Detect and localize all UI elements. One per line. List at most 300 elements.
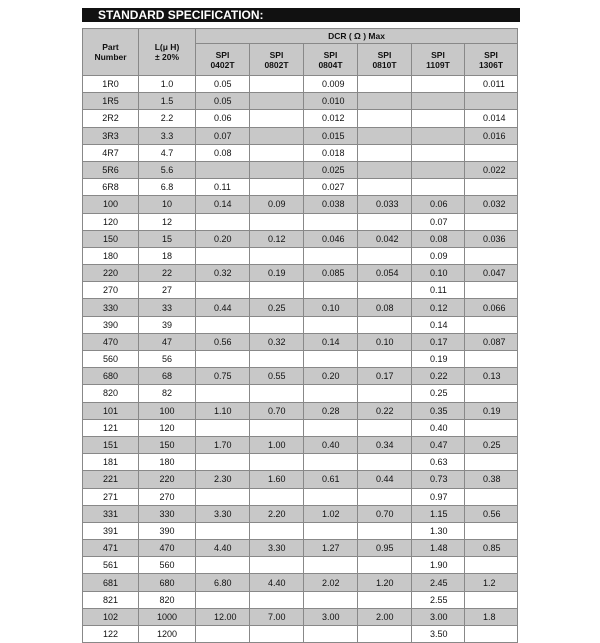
dcr-cell: 3.30: [196, 505, 250, 522]
dcr-cell: 0.32: [250, 333, 304, 350]
dcr-cell: 0.009: [304, 76, 358, 93]
dcr-cell: [465, 419, 518, 436]
dcr-cell: [250, 626, 304, 643]
dcr-cell: [358, 351, 412, 368]
dcr-cell: [412, 179, 465, 196]
part-number-cell: 120: [83, 213, 139, 230]
dcr-cell: 1.20: [358, 574, 412, 591]
dcr-cell: 0.05: [196, 76, 250, 93]
inductance-cell: 33: [139, 299, 196, 316]
part-number-cell: 220: [83, 265, 139, 282]
dcr-cell: [465, 316, 518, 333]
dcr-cell: [358, 522, 412, 539]
part-number-cell: 101: [83, 402, 139, 419]
dcr-cell: 0.06: [196, 110, 250, 127]
inductance-cell: 4.7: [139, 144, 196, 161]
section-title: STANDARD SPECIFICATION:: [82, 8, 520, 22]
part-number-cell: 151: [83, 436, 139, 453]
dcr-cell: 0.73: [412, 471, 465, 488]
dcr-cell: [304, 247, 358, 264]
dcr-cell: [196, 454, 250, 471]
dcr-cell: 1.30: [412, 522, 465, 539]
dcr-cell: 0.70: [358, 505, 412, 522]
dcr-cell: [412, 161, 465, 178]
inductance-cell: 5.6: [139, 161, 196, 178]
table-row: [83, 557, 518, 574]
dcr-cell: 6.80: [196, 574, 250, 591]
dcr-cell: [196, 419, 250, 436]
dcr-cell: 0.35: [412, 402, 465, 419]
table-row: [83, 127, 518, 144]
dcr-cell: 3.50: [412, 626, 465, 643]
dcr-cell: [465, 93, 518, 110]
dcr-cell: 1.27: [304, 540, 358, 557]
table-body: [83, 76, 518, 643]
part-number-cell: 102: [83, 608, 139, 625]
dcr-cell: 0.042: [358, 230, 412, 247]
dcr-cell: 0.14: [412, 316, 465, 333]
dcr-cell: 0.32: [196, 265, 250, 282]
dcr-cell: [465, 179, 518, 196]
dcr-cell: 0.09: [412, 247, 465, 264]
dcr-cell: [250, 179, 304, 196]
dcr-cell: [358, 93, 412, 110]
dcr-cell: 0.09: [250, 196, 304, 213]
dcr-cell: [304, 419, 358, 436]
table-row: [83, 247, 518, 264]
table-row: [83, 179, 518, 196]
dcr-cell: [196, 557, 250, 574]
dcr-cell: 0.10: [304, 299, 358, 316]
dcr-cell: [304, 213, 358, 230]
dcr-cell: [465, 522, 518, 539]
table-row: [83, 522, 518, 539]
dcr-cell: 0.06: [412, 196, 465, 213]
dcr-cell: 0.19: [465, 402, 518, 419]
dcr-cell: 0.14: [304, 333, 358, 350]
dcr-cell: 0.75: [196, 368, 250, 385]
dcr-cell: 0.07: [412, 213, 465, 230]
table-row: [83, 213, 518, 230]
dcr-cell: 1.00: [250, 436, 304, 453]
part-number-cell: 270: [83, 282, 139, 299]
dcr-cell: 0.022: [465, 161, 518, 178]
dcr-cell: 0.61: [304, 471, 358, 488]
dcr-cell: 0.11: [412, 282, 465, 299]
model-header: SPI 0810T: [358, 44, 412, 76]
spec-table: [82, 28, 518, 643]
dcr-cell: [196, 351, 250, 368]
dcr-cell: 1.48: [412, 540, 465, 557]
dcr-cell: 0.95: [358, 540, 412, 557]
dcr-cell: [358, 557, 412, 574]
part-number-cell: 821: [83, 591, 139, 608]
dcr-cell: 1.90: [412, 557, 465, 574]
dcr-cell: [358, 454, 412, 471]
part-number-cell: 471: [83, 540, 139, 557]
dcr-cell: 0.08: [196, 144, 250, 161]
inductance-cell: 39: [139, 316, 196, 333]
dcr-cell: [304, 557, 358, 574]
dcr-cell: 0.34: [358, 436, 412, 453]
dcr-cell: 2.45: [412, 574, 465, 591]
dcr-cell: [358, 213, 412, 230]
dcr-cell: 1.70: [196, 436, 250, 453]
part-number-cell: 330: [83, 299, 139, 316]
dcr-cell: [250, 93, 304, 110]
dcr-cell: [358, 282, 412, 299]
dcr-cell: 0.10: [358, 333, 412, 350]
dcr-cell: 0.22: [358, 402, 412, 419]
dcr-cell: 0.97: [412, 488, 465, 505]
part-number-cell: 122: [83, 626, 139, 643]
dcr-cell: 0.40: [412, 419, 465, 436]
part-number-cell: 820: [83, 385, 139, 402]
dcr-cell: 1.2: [465, 574, 518, 591]
dcr-cell: 0.018: [304, 144, 358, 161]
dcr-cell: [465, 626, 518, 643]
part-number-cell: 100: [83, 196, 139, 213]
dcr-cell: 0.08: [412, 230, 465, 247]
table-row: [83, 299, 518, 316]
inductance-cell: 82: [139, 385, 196, 402]
dcr-cell: [358, 419, 412, 436]
part-number-cell: 561: [83, 557, 139, 574]
dcr-cell: 0.70: [250, 402, 304, 419]
dcr-cell: [412, 110, 465, 127]
part-number-cell: 2R2: [83, 110, 139, 127]
part-number-cell: 391: [83, 522, 139, 539]
part-number-cell: 390: [83, 316, 139, 333]
part-number-cell: 181: [83, 454, 139, 471]
inductance-cell: 3.3: [139, 127, 196, 144]
dcr-cell: [250, 522, 304, 539]
dcr-cell: [250, 247, 304, 264]
dcr-cell: 2.55: [412, 591, 465, 608]
dcr-cell: 0.014: [465, 110, 518, 127]
part-number-cell: 1R0: [83, 76, 139, 93]
part-number-header: Part Number: [83, 29, 139, 76]
inductance-cell: 120: [139, 419, 196, 436]
inductance-cell: 27: [139, 282, 196, 299]
dcr-cell: [196, 161, 250, 178]
model-header: SPI 0804T: [304, 44, 358, 76]
dcr-cell: 0.038: [304, 196, 358, 213]
dcr-cell: [250, 488, 304, 505]
dcr-cell: [358, 316, 412, 333]
dcr-cell: [465, 213, 518, 230]
dcr-cell: 0.28: [304, 402, 358, 419]
table-row: [83, 196, 518, 213]
dcr-cell: [250, 213, 304, 230]
table-row: [83, 574, 518, 591]
part-number-cell: 470: [83, 333, 139, 350]
dcr-cell: 0.012: [304, 110, 358, 127]
inductance-cell: 330: [139, 505, 196, 522]
dcr-cell: 3.30: [250, 540, 304, 557]
table-row: [83, 385, 518, 402]
part-number-cell: 680: [83, 368, 139, 385]
dcr-cell: 12.00: [196, 608, 250, 625]
table-row: [83, 488, 518, 505]
part-number-cell: 150: [83, 230, 139, 247]
inductance-cell: 270: [139, 488, 196, 505]
dcr-cell: [196, 316, 250, 333]
dcr-cell: 0.07: [196, 127, 250, 144]
table-row: [83, 144, 518, 161]
inductance-cell: 22: [139, 265, 196, 282]
dcr-cell: 0.046: [304, 230, 358, 247]
inductance-cell: 10: [139, 196, 196, 213]
inductance-cell: 47: [139, 333, 196, 350]
dcr-cell: [250, 110, 304, 127]
dcr-cell: [304, 316, 358, 333]
dcr-cell: 0.11: [196, 179, 250, 196]
dcr-cell: 0.066: [465, 299, 518, 316]
dcr-group-header: DCR ( Ω ) Max: [196, 29, 518, 44]
dcr-cell: 2.20: [250, 505, 304, 522]
dcr-cell: 0.56: [196, 333, 250, 350]
dcr-cell: [358, 144, 412, 161]
dcr-cell: [358, 161, 412, 178]
dcr-cell: 0.027: [304, 179, 358, 196]
part-number-cell: 271: [83, 488, 139, 505]
table-row: [83, 333, 518, 350]
dcr-cell: [196, 522, 250, 539]
dcr-cell: 0.08: [358, 299, 412, 316]
part-number-cell: 5R6: [83, 161, 139, 178]
dcr-cell: 0.087: [465, 333, 518, 350]
model-header: SPI 1306T: [465, 44, 518, 76]
dcr-cell: [304, 351, 358, 368]
dcr-cell: [250, 316, 304, 333]
table-row: [83, 230, 518, 247]
dcr-cell: [250, 385, 304, 402]
dcr-cell: [358, 179, 412, 196]
dcr-cell: [304, 488, 358, 505]
dcr-cell: 0.85: [465, 540, 518, 557]
model-header: SPI 0402T: [196, 44, 250, 76]
dcr-cell: [465, 351, 518, 368]
dcr-cell: 0.44: [196, 299, 250, 316]
dcr-cell: 0.17: [412, 333, 465, 350]
inductance-cell: 12: [139, 213, 196, 230]
table-row: [83, 110, 518, 127]
table-row: [83, 368, 518, 385]
inductance-cell: 180: [139, 454, 196, 471]
dcr-cell: 0.20: [304, 368, 358, 385]
dcr-cell: [358, 110, 412, 127]
table-row: [83, 76, 518, 93]
inductance-cell: 6.8: [139, 179, 196, 196]
dcr-cell: [465, 144, 518, 161]
dcr-cell: [250, 282, 304, 299]
dcr-cell: [250, 144, 304, 161]
table-row: [83, 540, 518, 557]
dcr-cell: [412, 76, 465, 93]
table-row: [83, 161, 518, 178]
dcr-cell: 0.19: [250, 265, 304, 282]
inductance-cell: 1000: [139, 608, 196, 625]
dcr-cell: [412, 144, 465, 161]
dcr-cell: [304, 282, 358, 299]
dcr-cell: 0.40: [304, 436, 358, 453]
dcr-cell: [412, 127, 465, 144]
dcr-cell: [196, 282, 250, 299]
dcr-cell: [358, 76, 412, 93]
dcr-cell: [250, 76, 304, 93]
dcr-cell: 4.40: [250, 574, 304, 591]
dcr-cell: [304, 385, 358, 402]
dcr-cell: [465, 557, 518, 574]
inductance-cell: 100: [139, 402, 196, 419]
dcr-cell: 0.085: [304, 265, 358, 282]
table-row: [83, 471, 518, 488]
dcr-cell: [358, 626, 412, 643]
dcr-cell: [358, 385, 412, 402]
inductance-cell: 150: [139, 436, 196, 453]
dcr-cell: 0.010: [304, 93, 358, 110]
dcr-cell: 0.036: [465, 230, 518, 247]
dcr-cell: 1.8: [465, 608, 518, 625]
inductance-cell: 68: [139, 368, 196, 385]
inductance-cell: 1.0: [139, 76, 196, 93]
dcr-cell: [304, 626, 358, 643]
dcr-cell: 0.47: [412, 436, 465, 453]
dcr-cell: [412, 93, 465, 110]
dcr-cell: 2.02: [304, 574, 358, 591]
inductance-header: L(μ H) ± 20%: [139, 29, 196, 76]
dcr-cell: 0.13: [465, 368, 518, 385]
dcr-cell: [465, 282, 518, 299]
part-number-cell: 180: [83, 247, 139, 264]
table-row: [83, 626, 518, 643]
dcr-cell: 2.30: [196, 471, 250, 488]
dcr-cell: 0.38: [465, 471, 518, 488]
dcr-cell: [250, 557, 304, 574]
model-header: SPI 0802T: [250, 44, 304, 76]
table-row: [83, 93, 518, 110]
dcr-cell: 0.25: [412, 385, 465, 402]
part-number-cell: 6R8: [83, 179, 139, 196]
inductance-cell: 15: [139, 230, 196, 247]
table-row: [83, 402, 518, 419]
dcr-cell: 0.032: [465, 196, 518, 213]
part-number-cell: 121: [83, 419, 139, 436]
dcr-cell: 0.14: [196, 196, 250, 213]
dcr-cell: [465, 247, 518, 264]
dcr-cell: [250, 127, 304, 144]
table-row: [83, 436, 518, 453]
dcr-cell: [358, 488, 412, 505]
part-number-cell: 331: [83, 505, 139, 522]
dcr-cell: 1.10: [196, 402, 250, 419]
dcr-cell: [250, 351, 304, 368]
part-number-cell: 3R3: [83, 127, 139, 144]
part-number-cell: 1R5: [83, 93, 139, 110]
part-number-cell: 681: [83, 574, 139, 591]
dcr-cell: [358, 127, 412, 144]
inductance-cell: 680: [139, 574, 196, 591]
table-row: [83, 505, 518, 522]
dcr-cell: 0.12: [250, 230, 304, 247]
part-number-cell: 4R7: [83, 144, 139, 161]
dcr-cell: [465, 488, 518, 505]
dcr-cell: [250, 419, 304, 436]
dcr-cell: [196, 213, 250, 230]
dcr-cell: 0.25: [250, 299, 304, 316]
table-row: [83, 608, 518, 625]
table-row: [83, 454, 518, 471]
dcr-cell: 0.015: [304, 127, 358, 144]
dcr-cell: 0.12: [412, 299, 465, 316]
dcr-cell: 0.054: [358, 265, 412, 282]
dcr-cell: 0.033: [358, 196, 412, 213]
dcr-cell: 0.047: [465, 265, 518, 282]
part-number-cell: 221: [83, 471, 139, 488]
dcr-cell: [304, 522, 358, 539]
dcr-cell: 0.05: [196, 93, 250, 110]
dcr-cell: [465, 385, 518, 402]
dcr-cell: 0.016: [465, 127, 518, 144]
dcr-cell: 1.15: [412, 505, 465, 522]
inductance-cell: 220: [139, 471, 196, 488]
table-row: [83, 316, 518, 333]
dcr-cell: 1.60: [250, 471, 304, 488]
dcr-cell: 1.02: [304, 505, 358, 522]
dcr-cell: [358, 247, 412, 264]
dcr-cell: [250, 161, 304, 178]
dcr-cell: 4.40: [196, 540, 250, 557]
table-row: [83, 282, 518, 299]
inductance-cell: 2.2: [139, 110, 196, 127]
dcr-cell: [196, 626, 250, 643]
inductance-cell: 1.5: [139, 93, 196, 110]
dcr-cell: 0.10: [412, 265, 465, 282]
dcr-cell: 0.17: [358, 368, 412, 385]
dcr-cell: 0.20: [196, 230, 250, 247]
inductance-cell: 390: [139, 522, 196, 539]
dcr-cell: 0.011: [465, 76, 518, 93]
inductance-cell: 560: [139, 557, 196, 574]
table-row: [83, 351, 518, 368]
table-row: [83, 265, 518, 282]
dcr-cell: [196, 488, 250, 505]
part-number-cell: 560: [83, 351, 139, 368]
dcr-cell: 0.22: [412, 368, 465, 385]
dcr-cell: 3.00: [304, 608, 358, 625]
dcr-cell: 0.25: [465, 436, 518, 453]
dcr-cell: 0.44: [358, 471, 412, 488]
dcr-cell: [196, 247, 250, 264]
dcr-cell: [304, 454, 358, 471]
model-header: SPI 1109T: [412, 44, 465, 76]
dcr-cell: 7.00: [250, 608, 304, 625]
dcr-cell: 2.00: [358, 608, 412, 625]
dcr-cell: [196, 385, 250, 402]
table-row: [83, 419, 518, 436]
table-header: [83, 29, 518, 76]
inductance-cell: 18: [139, 247, 196, 264]
inductance-cell: 820: [139, 591, 196, 608]
dcr-cell: 0.55: [250, 368, 304, 385]
dcr-cell: 0.63: [412, 454, 465, 471]
dcr-cell: [465, 454, 518, 471]
inductance-cell: 1200: [139, 626, 196, 643]
inductance-cell: 56: [139, 351, 196, 368]
dcr-cell: 0.025: [304, 161, 358, 178]
dcr-cell: 0.19: [412, 351, 465, 368]
